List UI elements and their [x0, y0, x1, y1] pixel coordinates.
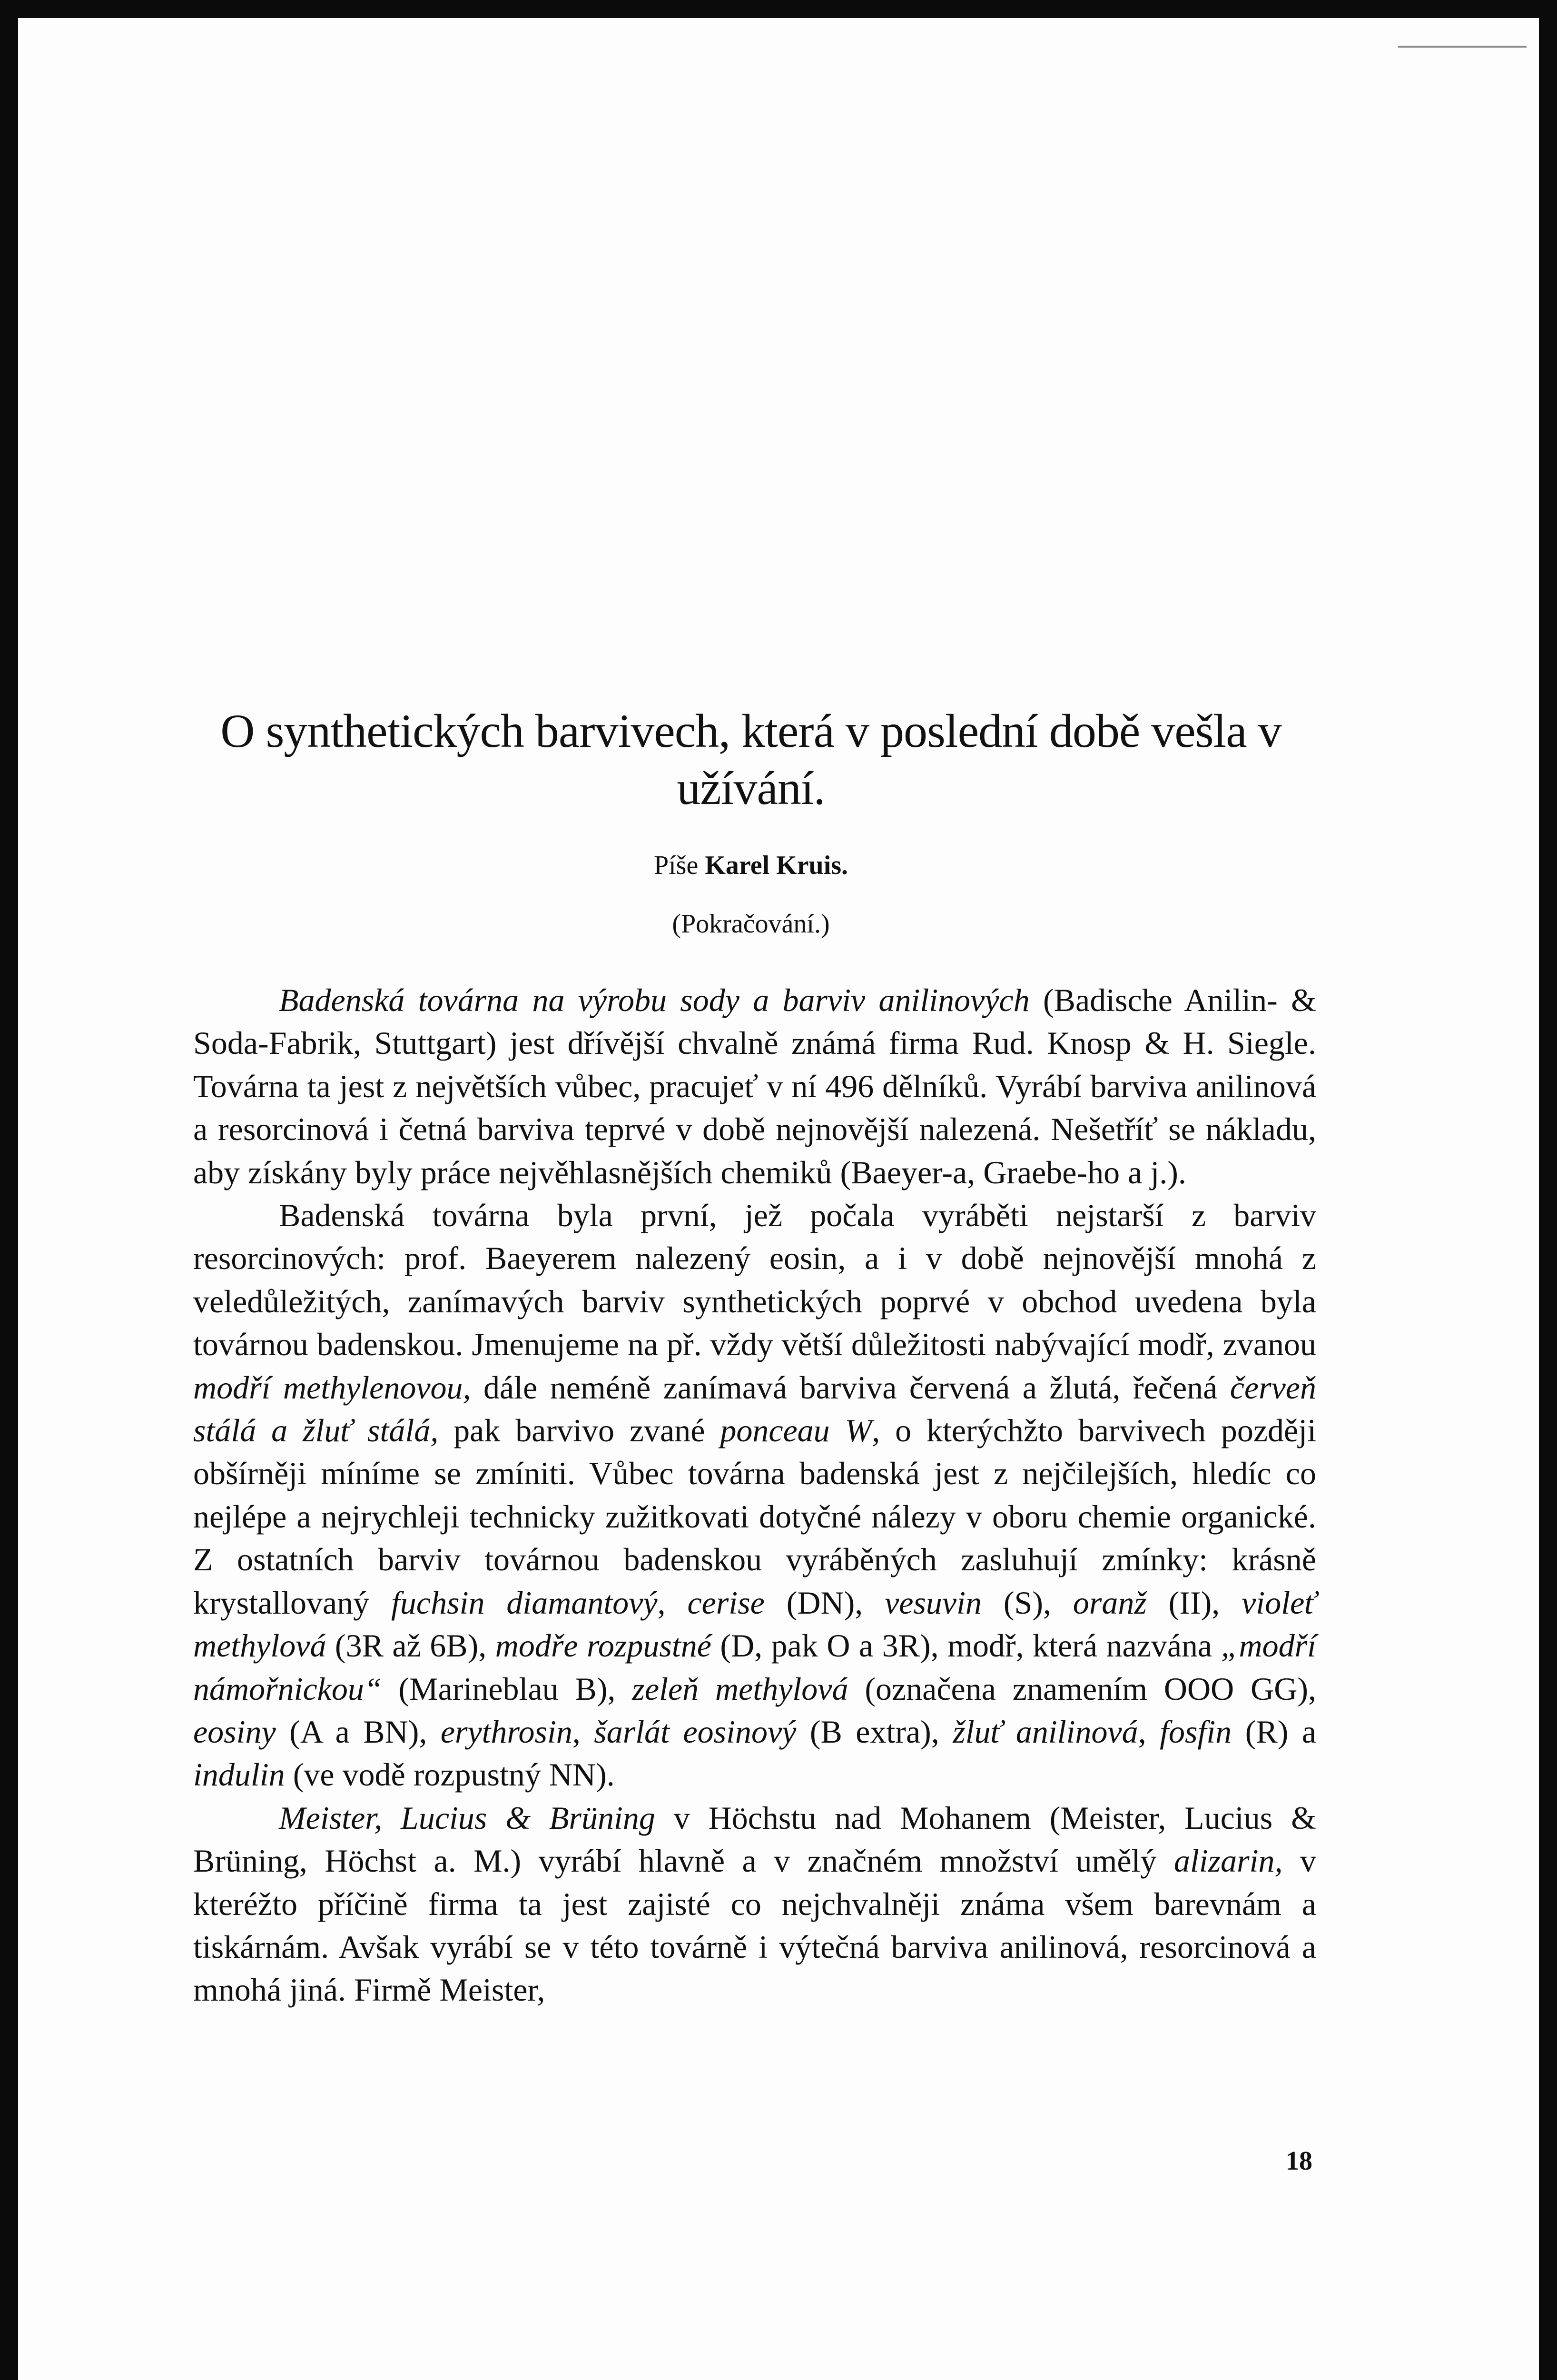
- company-name: Meister, Lucius & Brüning: [279, 1799, 655, 1836]
- paragraph-text: (D, pak O a 3R), modř, která nazvána: [711, 1627, 1221, 1664]
- article-body: [193, 979, 1316, 2012]
- paragraph-text: pak barvivo zvané: [438, 1412, 720, 1449]
- dye-name: modří methylenovou,: [193, 1369, 471, 1406]
- paragraph-text: , o kterýchžto barvivech později obšírněji míníme se zmíniti. Vůbec továrna badenská jest z nejčilejších, hledíc co nejlépe a nejrychleji technicky zužitkovati dotyčné nálezy v oboru chemie organické. Z ostatních barviv továrnou badenskou vyráběných zasluhují zmínky: krásně krystallovaný: [193, 1412, 1316, 1621]
- paragraph-text: dále neméně zanímavá barviva červená a žlutá, řečená: [471, 1369, 1230, 1406]
- dye-name: oranž: [1073, 1584, 1147, 1621]
- paragraph-text: (označena znamením OOO GG),: [848, 1670, 1316, 1707]
- paragraph-text: (Marineblau B),: [382, 1670, 632, 1707]
- paragraph-text: v Höchstu nad Mohanem (Meister, Lucius & Brüning, Höchst a. M.) vyrábí hlavně a v značném množství umělý: [193, 1799, 1317, 1879]
- paragraph-text: (ve vodě rozpustný NN).: [285, 1756, 615, 1793]
- paragraph-text: (R) a: [1232, 1713, 1317, 1750]
- paragraph-text: v kteréžto příčině firma ta jest zajisté co nejchvalněji známa všem barevnám a tiskárnám. Avšak vyrábí se v této továrně i výtečná barviva anilinová, resorcinová a mnohá jiná. Firmě Meister,: [193, 1843, 1317, 2008]
- paragraph-text: ,: [657, 1584, 688, 1621]
- dye-name: červeň stálá a žluť stálá,: [193, 1369, 1316, 1449]
- dye-name: ponceau W: [720, 1412, 872, 1449]
- paragraph-text: ,: [1138, 1713, 1160, 1750]
- continuation-note: (Pokračování.): [672, 909, 830, 939]
- author-prefix: Píše: [653, 851, 699, 880]
- company-name: Badenská továrna na výrobu sody a barviv anilinových: [279, 982, 1030, 1018]
- paragraph-2: [193, 1194, 1316, 1796]
- dye-name: fosfin: [1160, 1713, 1232, 1750]
- dye-name: fuchsin diamantový: [391, 1584, 658, 1621]
- paragraph-text: (DN),: [764, 1584, 885, 1621]
- dye-name: „modří námořnickou“: [193, 1627, 1316, 1707]
- dye-name: vesuvin: [885, 1584, 982, 1621]
- paragraph-text: (Badische Anilin- & Soda-Fabrik, Stuttgart) jest dřívější chvalně známá firma Rud. Knosp & H. Siegle. Továrna ta jest z největších vůbec, pracujeť v ní 496 dělníků. Vyrábí barviva anilinová a resorcinová i četná barviva teprvé v době nejnovější nalezená. Nešetříť se nákladu, aby získány byly práce nejvěhlasnějších chemiků (Baeyer-a, Graebe-ho a j.).: [193, 982, 1316, 1190]
- dye-name: eosiny: [193, 1713, 276, 1750]
- author-line: [161, 849, 1341, 882]
- scan-rule: [1398, 46, 1527, 48]
- dye-name: erythrosin: [440, 1713, 572, 1750]
- dye-name: indulin: [193, 1756, 285, 1793]
- paragraph-text: (3R až 6B),: [326, 1627, 495, 1664]
- dye-name: cerise: [687, 1584, 765, 1621]
- dye-name: zeleň methylová: [632, 1670, 848, 1707]
- paragraph-1: [193, 979, 1316, 1194]
- dye-name: modře rozpustné: [495, 1627, 711, 1664]
- paragraph-3: [193, 1796, 1316, 2012]
- paragraph-text: (S),: [982, 1584, 1073, 1621]
- paragraph-text: (A a BN),: [276, 1713, 441, 1750]
- page-number: 18: [1286, 2146, 1312, 2176]
- paragraph-text: (II),: [1146, 1584, 1242, 1621]
- article-title: O synthetických barvivech, která v poslední době vešla v užívání.: [220, 704, 1281, 814]
- dye-name: violeť methylová: [193, 1584, 1317, 1664]
- dye-name: šarlát eosinový: [594, 1713, 797, 1750]
- paragraph-text: (B extra),: [796, 1713, 953, 1750]
- dye-name: alizarin,: [1173, 1843, 1283, 1879]
- author-name: Karel Kruis.: [705, 851, 848, 880]
- dye-name: žluť anilinová: [953, 1713, 1138, 1750]
- paragraph-text: ,: [572, 1713, 594, 1750]
- paragraph-text: Badenská továrna byla první, jež počala vyráběti nejstarší z barviv resorcinových: prof. Baeyerem nalezený eosin, a i v době nejnovější mnohá z veledůležitých, zanímavých barviv synthetických poprvé v obchod uvedena byla továrnou badenskou. Jmenujeme na př. vždy větší důležitosti nabývající modř, zvanou: [193, 1197, 1316, 1363]
